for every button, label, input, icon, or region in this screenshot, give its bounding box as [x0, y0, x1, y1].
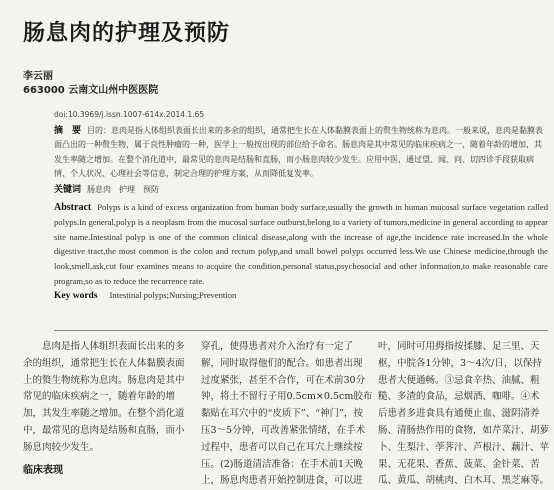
body-line: 患者大便通畅。③忌食辛热、油腻、粗 — [378, 374, 540, 386]
body-line: 叶，同时可用拇指按揉膝、足三里、天 — [378, 341, 540, 352]
abstract-english-label: Abstract — [54, 201, 92, 213]
body-line: 余的组织，通常把生长在人体黏膜表面 — [23, 357, 185, 369]
body-line: 常见的临床疾病之一，随着年龄的增 — [23, 391, 176, 403]
body-line: 糙、多渣的食品，忌烟酒、咖啡。④术 — [378, 391, 540, 403]
keywords-english — [54, 288, 548, 304]
body-line: 钟，将土不留行子用0.5cm×0.5cm胶布 — [201, 391, 373, 403]
body-column-1 — [23, 339, 191, 476]
body-line: 枢，中脘各1分钟，3～4次/日，以保持 — [378, 357, 542, 369]
keywords-english-label: Key words — [54, 291, 98, 302]
body-line: 肠息肉较少发生。 — [23, 441, 100, 453]
page-title: 肠息肉的护理及预防 — [23, 21, 231, 46]
author-affiliation: 663000 云南文山州中医医院 — [23, 85, 159, 96]
section-heading: 临床表现 — [23, 464, 63, 476]
body-line: 肠、清肠热作用的食物，如芹菜汁、胡萝 — [378, 424, 550, 436]
body-line: 后患者多进食具有通便止血、滋阴清养 — [378, 408, 540, 420]
body-line: 黏贴在耳穴中的“皮质下”、“神门”，按 — [201, 408, 363, 420]
abstract-english — [54, 200, 548, 289]
body-line: 卜、生梨汁、荸荠汁、芦根汁、藕汁、苹 — [378, 441, 550, 453]
body-column-3 — [378, 339, 550, 487]
keywords-chinese-text: 肠息肉 护理 预防 — [87, 184, 160, 194]
abstract-chinese-label: 摘 要 — [54, 125, 82, 136]
body-line: 上，肠息肉患者开始控制进食，可以进 — [201, 475, 363, 487]
intro-paragraph — [23, 339, 191, 457]
body-line: 解，同时取得他们的配合。如患者出现 — [201, 357, 363, 369]
body-line: 过度紧张，甚至不合作，可在术前30分 — [201, 374, 366, 386]
column-2-paragraph — [201, 339, 373, 490]
body-line: 中，最常见的息肉是结肠和直肠，而小 — [23, 424, 185, 436]
abstract-chinese — [54, 124, 548, 182]
author-name: 李云丽 — [23, 71, 53, 82]
keywords-chinese-label: 关键词 — [54, 184, 82, 195]
abstract-block — [54, 108, 548, 304]
section-divider — [54, 330, 548, 331]
body-line: 穿孔，使得患者对介入治疗有一定了 — [201, 341, 354, 352]
doi: doi:10.3969/j.issn.1007-614x.2014.1.65 — [54, 110, 205, 119]
body-line: 压。(2)肠道清洁准备：在手术前1天晚 — [201, 458, 364, 470]
body-line: 过程中，患者可以自己在耳穴上继续按 — [201, 441, 363, 453]
abstract-english-text: Polyps is a kind of excess organization from human body surface,usually the growth in human mucosal surface vegetation called polyps.In general,polyp is a neoplasm from the mucosal surface outburst,belong to a variety of tumors,medicine in general according to appear site name.Intestinal polyp is one of the common clinical disease,along with the increase of age,the incidence rate increased.In the whole digestive tract,the most common is the colon and rectum polyp,and small bowel polyps occurred less.We use Chinese medicine,through the look,smell,ask,cut four examines means to acquire the condition,personal status,psychosocial and other information,to make reasonable care program,so as to reduce the recurrence rate. — [54, 201, 548, 286]
abstract-chinese-text: 目的：息肉是指人体组织表面长出来的多余的组织，通常把生长在人体黏膜表面上的赘生物统称为息肉。一般来说，息肉是黏膜表面凸出的一种赘生物，属于良性肿瘤的一种，医学上一般按出现的部位给予命名。肠息肉是其中常见的临床疾病之一，随着年龄的增加，其发生率随之增加。在整个消化道中，最常见的息肉是结肠和直肠，而小肠息肉较少发生。应用中医，通过望、闻、问、切四诊手段获取病情、个人状况、心理社会等信息，制定合理的护理方案，从而降低复发率。 — [54, 125, 544, 179]
body-line: 息肉是指人体组织表面长出来的多 — [42, 341, 185, 352]
body-line: 果、无花果、香蕉、菠菜、金针菜、苦 — [378, 458, 540, 470]
body-line: 加，其发生率随之增加。在整个消化道 — [23, 408, 185, 420]
body-line: 瓜、黄瓜、胡桃肉、白木耳、黑芝麻等。 — [378, 475, 550, 487]
body-column-2 — [201, 339, 373, 487]
keywords-chinese — [54, 183, 548, 198]
column-3-paragraph — [378, 339, 548, 490]
keywords-english-text: Intestinal polyps;Nursing;Prevention — [109, 290, 237, 301]
body-line: 压3～5分钟，可改善紧张情绪，在手术 — [201, 424, 366, 436]
body-line: 上的赘生物统称为息肉。肠息肉是其中 — [23, 374, 185, 386]
